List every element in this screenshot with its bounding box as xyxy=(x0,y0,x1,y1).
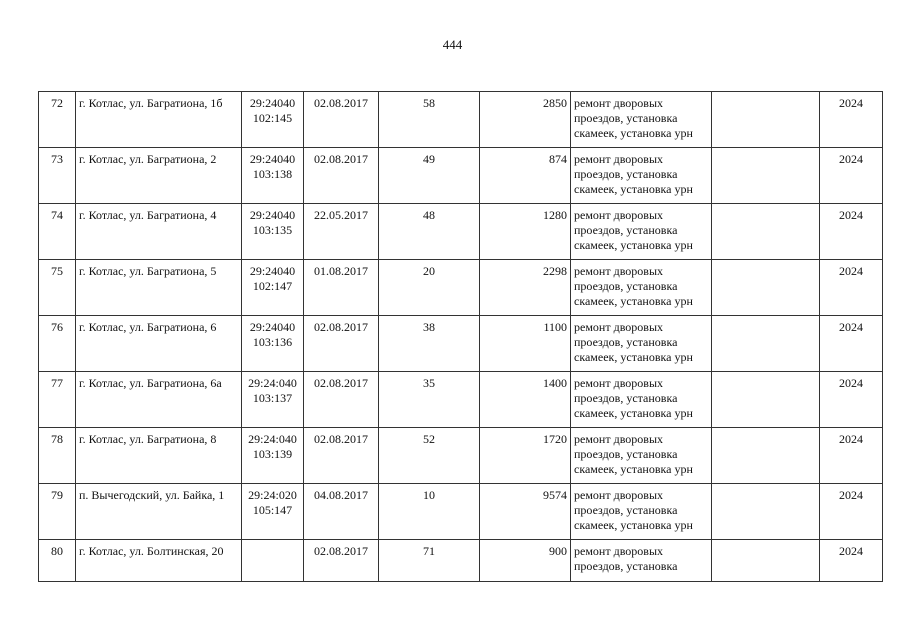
works-line: проездов, установка xyxy=(574,167,678,181)
works-line: проездов, установка xyxy=(574,335,678,349)
works-line: ремонт дворовых xyxy=(574,96,664,110)
works-line: скамеек, установка урн xyxy=(574,350,693,364)
page-number: 444 xyxy=(442,37,463,52)
works-line: скамеек, установка урн xyxy=(574,518,693,532)
count-cell: 48 xyxy=(379,204,480,260)
year-cell: 2024 xyxy=(820,484,883,540)
year-cell: 2024 xyxy=(820,372,883,428)
address-cell: г. Котлас, ул. Багратиона, 5 xyxy=(76,260,242,316)
cadastral-number-cell xyxy=(242,484,304,540)
cadastral-number-cell xyxy=(242,372,304,428)
row-number-cell: 73 xyxy=(39,148,76,204)
row-number-cell: 77 xyxy=(39,372,76,428)
area-cell: 1280 xyxy=(480,204,571,260)
cadastral-number-line: 103:138 xyxy=(252,167,293,181)
area-cell: 1720 xyxy=(480,428,571,484)
table-row xyxy=(39,428,883,484)
year-cell: 2024 xyxy=(820,204,883,260)
works-cell xyxy=(571,92,712,148)
row-number-cell: 78 xyxy=(39,428,76,484)
empty-cell xyxy=(712,92,820,148)
row-number-cell: 80 xyxy=(39,540,76,582)
empty-cell xyxy=(712,260,820,316)
area-cell: 2298 xyxy=(480,260,571,316)
cadastral-number-line: 29:24:020 xyxy=(248,488,297,502)
count-cell: 38 xyxy=(379,316,480,372)
count-cell: 10 xyxy=(379,484,480,540)
year-cell: 2024 xyxy=(820,316,883,372)
works-line: проездов, установка xyxy=(574,279,678,293)
cadastral-number-line: 29:24040 xyxy=(249,264,296,278)
cadastral-number-line: 29:24:040 xyxy=(248,432,297,446)
cadastral-number-line: 29:24:040 xyxy=(248,376,297,390)
address-cell: г. Котлас, ул. Багратиона, 6 xyxy=(76,316,242,372)
works-line: ремонт дворовых xyxy=(574,488,664,502)
row-number-cell: 76 xyxy=(39,316,76,372)
address-cell: г. Котлас, ул. Болтинская, 20 xyxy=(76,540,242,582)
address-cell: г. Котлас, ул. Багратиона, 2 xyxy=(76,148,242,204)
date-cell: 01.08.2017 xyxy=(304,260,379,316)
date-cell: 04.08.2017 xyxy=(304,484,379,540)
cadastral-number-line: 103:136 xyxy=(252,335,293,349)
address-cell: г. Котлас, ул. Багратиона, 8 xyxy=(76,428,242,484)
works-line: ремонт дворовых xyxy=(574,376,664,390)
works-line: ремонт дворовых xyxy=(574,544,664,558)
empty-cell xyxy=(712,148,820,204)
date-cell: 02.08.2017 xyxy=(304,428,379,484)
area-cell: 874 xyxy=(480,148,571,204)
cadastral-number-cell xyxy=(242,148,304,204)
cadastral-number-cell xyxy=(242,204,304,260)
works-cell xyxy=(571,316,712,372)
cadastral-number-line: 102:147 xyxy=(252,279,293,293)
address-cell: г. Котлас, ул. Багратиона, 4 xyxy=(76,204,242,260)
address-cell: г. Котлас, ул. Багратиона, 1б xyxy=(76,92,242,148)
cadastral-number-line: 105:147 xyxy=(252,503,293,517)
count-cell: 20 xyxy=(379,260,480,316)
row-number-cell: 75 xyxy=(39,260,76,316)
cadastral-number-cell xyxy=(242,428,304,484)
table-row xyxy=(39,204,883,260)
works-line: скамеек, установка урн xyxy=(574,182,693,196)
area-cell: 2850 xyxy=(480,92,571,148)
empty-cell xyxy=(712,204,820,260)
table-row xyxy=(39,372,883,428)
works-line: ремонт дворовых xyxy=(574,264,664,278)
date-cell: 02.08.2017 xyxy=(304,148,379,204)
cadastral-number-cell xyxy=(242,92,304,148)
count-cell: 58 xyxy=(379,92,480,148)
empty-cell xyxy=(712,484,820,540)
date-cell: 02.08.2017 xyxy=(304,92,379,148)
works-cell xyxy=(571,484,712,540)
count-cell: 35 xyxy=(379,372,480,428)
works-line: скамеек, установка урн xyxy=(574,462,693,476)
works-line: проездов, установка xyxy=(574,223,678,237)
year-cell: 2024 xyxy=(820,540,883,582)
cadastral-number-line: 29:24040 xyxy=(249,152,296,166)
cadastral-number-cell xyxy=(242,316,304,372)
register-table xyxy=(38,91,883,582)
area-cell: 9574 xyxy=(480,484,571,540)
count-cell: 52 xyxy=(379,428,480,484)
area-cell: 1100 xyxy=(480,316,571,372)
date-cell: 02.08.2017 xyxy=(304,316,379,372)
empty-cell xyxy=(712,428,820,484)
cadastral-number-line: 103:137 xyxy=(252,391,293,405)
table-row xyxy=(39,484,883,540)
row-number-cell: 79 xyxy=(39,484,76,540)
row-number-cell: 74 xyxy=(39,204,76,260)
works-line: ремонт дворовых xyxy=(574,320,664,334)
works-cell xyxy=(571,372,712,428)
year-cell: 2024 xyxy=(820,92,883,148)
row-number-cell: 72 xyxy=(39,92,76,148)
works-line: ремонт дворовых xyxy=(574,432,664,446)
works-cell xyxy=(571,204,712,260)
area-cell: 900 xyxy=(480,540,571,582)
count-cell: 71 xyxy=(379,540,480,582)
year-cell: 2024 xyxy=(820,428,883,484)
year-cell: 2024 xyxy=(820,260,883,316)
works-line: ремонт дворовых xyxy=(574,208,664,222)
address-cell: г. Котлас, ул. Багратиона, 6а xyxy=(76,372,242,428)
date-cell: 22.05.2017 xyxy=(304,204,379,260)
table-row xyxy=(39,260,883,316)
works-line: скамеек, установка урн xyxy=(574,294,693,308)
cadastral-number-cell xyxy=(242,260,304,316)
table-row xyxy=(39,92,883,148)
works-cell xyxy=(571,428,712,484)
works-line: проездов, установка xyxy=(574,111,678,125)
cadastral-number-cell xyxy=(242,540,304,582)
cadastral-number-line: 103:135 xyxy=(252,223,293,237)
works-line: скамеек, установка урн xyxy=(574,406,693,420)
table-row xyxy=(39,148,883,204)
register-table-body xyxy=(39,92,883,582)
count-cell: 49 xyxy=(379,148,480,204)
cadastral-number-line: 29:24040 xyxy=(249,320,296,334)
works-cell xyxy=(571,540,712,582)
empty-cell xyxy=(712,372,820,428)
cadastral-number-line: 29:24040 xyxy=(249,96,296,110)
works-line: проездов, установка xyxy=(574,391,678,405)
year-cell: 2024 xyxy=(820,148,883,204)
empty-cell xyxy=(712,540,820,582)
works-line: проездов, установка xyxy=(574,559,678,573)
works-cell xyxy=(571,260,712,316)
date-cell: 02.08.2017 xyxy=(304,372,379,428)
cadastral-number-line: 103:139 xyxy=(252,447,293,461)
works-line: скамеек, установка урн xyxy=(574,238,693,252)
works-line: ремонт дворовых xyxy=(574,152,664,166)
address-cell: п. Вычегодский, ул. Байка, 1 xyxy=(76,484,242,540)
table-row xyxy=(39,316,883,372)
works-line: проездов, установка xyxy=(574,503,678,517)
cadastral-number-line: 102:145 xyxy=(252,111,293,125)
cadastral-number-line: 29:24040 xyxy=(249,208,296,222)
works-cell xyxy=(571,148,712,204)
table-row xyxy=(39,540,883,582)
area-cell: 1400 xyxy=(480,372,571,428)
empty-cell xyxy=(712,316,820,372)
works-line: скамеек, установка урн xyxy=(574,126,693,140)
works-line: проездов, установка xyxy=(574,447,678,461)
date-cell: 02.08.2017 xyxy=(304,540,379,582)
